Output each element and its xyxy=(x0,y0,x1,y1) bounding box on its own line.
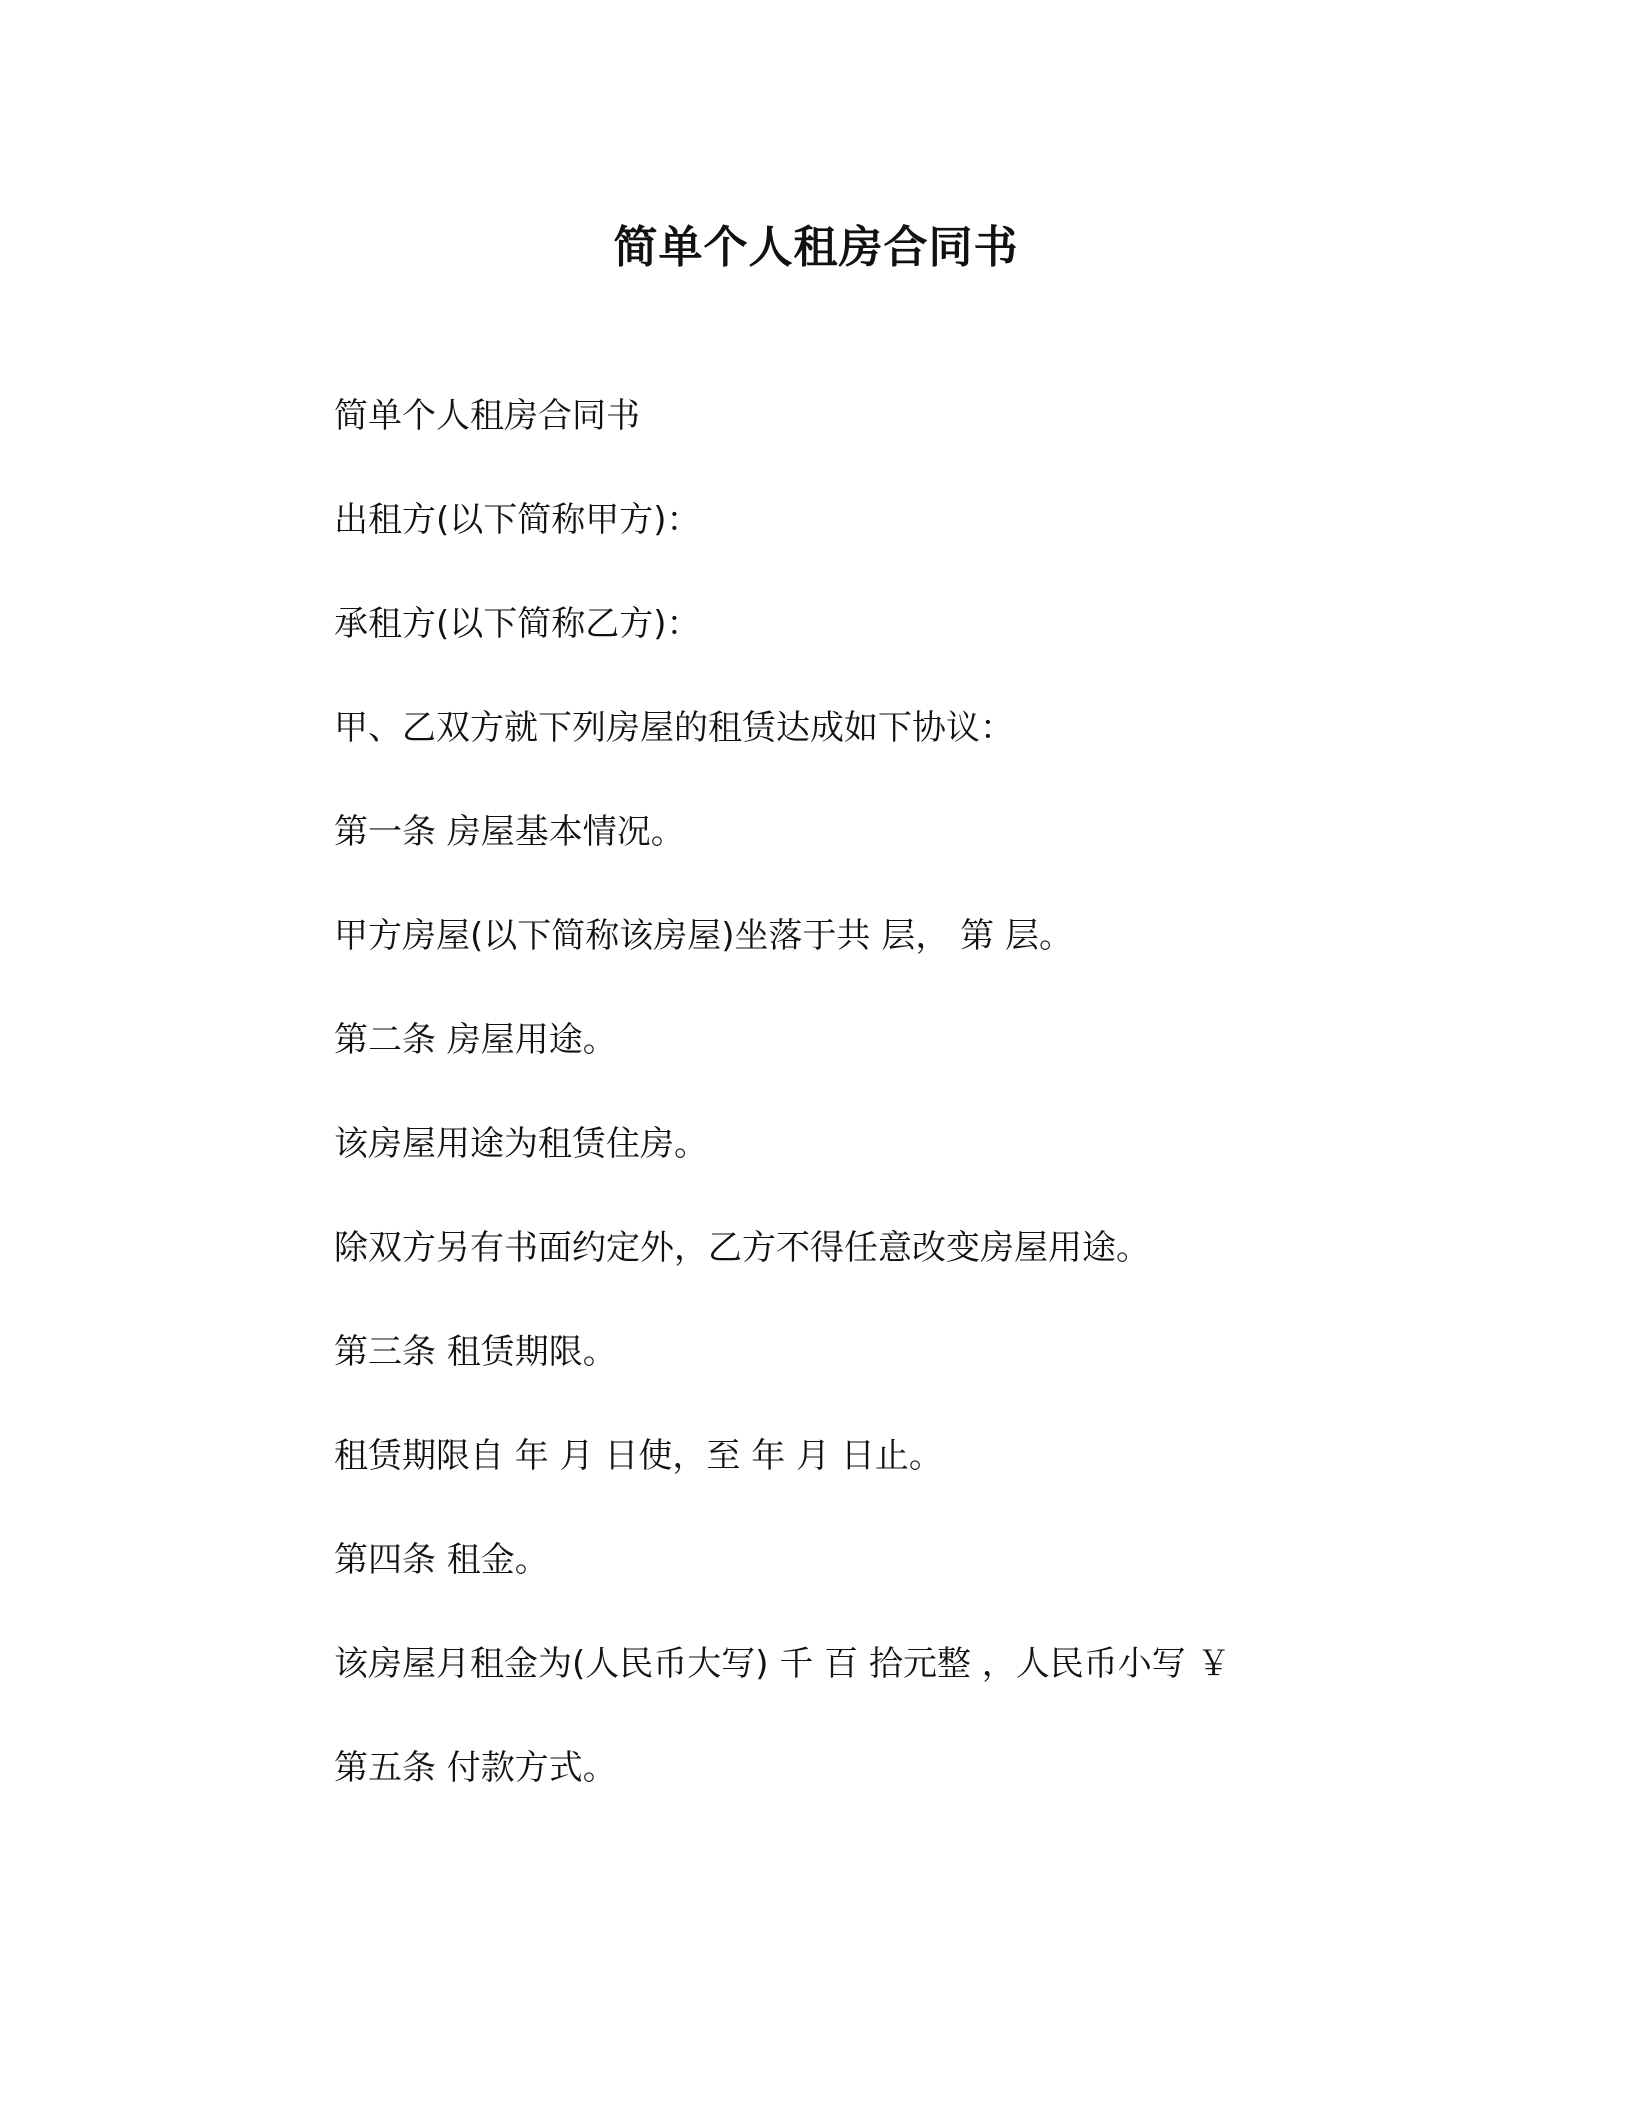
document-body xyxy=(334,386,1334,1842)
doc-line-article-2-heading: 第二条 房屋用途。 xyxy=(334,1020,617,1060)
doc-line-article-2-text-2: 除双方另有书面约定外，乙方不得任意改变房屋用途。 xyxy=(334,1228,1150,1268)
doc-line-article-1-text: 甲方房屋(以下简称该房屋)坐落于共 层， 第 层。 xyxy=(334,916,1073,956)
doc-line-article-2-text-1: 该房屋用途为租赁住房。 xyxy=(334,1124,708,1164)
doc-line-article-4-text: 该房屋月租金为(人民币大写) 千 百 拾元整 ，人民币小写 ￥ xyxy=(334,1644,1231,1684)
doc-line-article-3-heading: 第三条 租赁期限。 xyxy=(334,1332,617,1372)
doc-line-lessor: 出租方(以下简称甲方)： xyxy=(334,500,701,540)
doc-line-article-5-heading: 第五条 付款方式。 xyxy=(334,1748,617,1788)
doc-line-article-4-heading: 第四条 租金。 xyxy=(334,1540,549,1580)
document-title: 简单个人租房合同书 xyxy=(613,222,1019,273)
doc-line-subtitle: 简单个人租房合同书 xyxy=(334,396,640,436)
doc-line-agreement-intro: 甲、乙双方就下列房屋的租赁达成如下协议： xyxy=(334,708,1014,748)
doc-line-article-3-text: 租赁期限自 年 月 日使，至 年 月 日止。 xyxy=(334,1436,943,1476)
doc-line-article-1-heading: 第一条 房屋基本情况。 xyxy=(334,812,685,852)
doc-line-lessee: 承租方(以下简称乙方)： xyxy=(334,604,701,644)
